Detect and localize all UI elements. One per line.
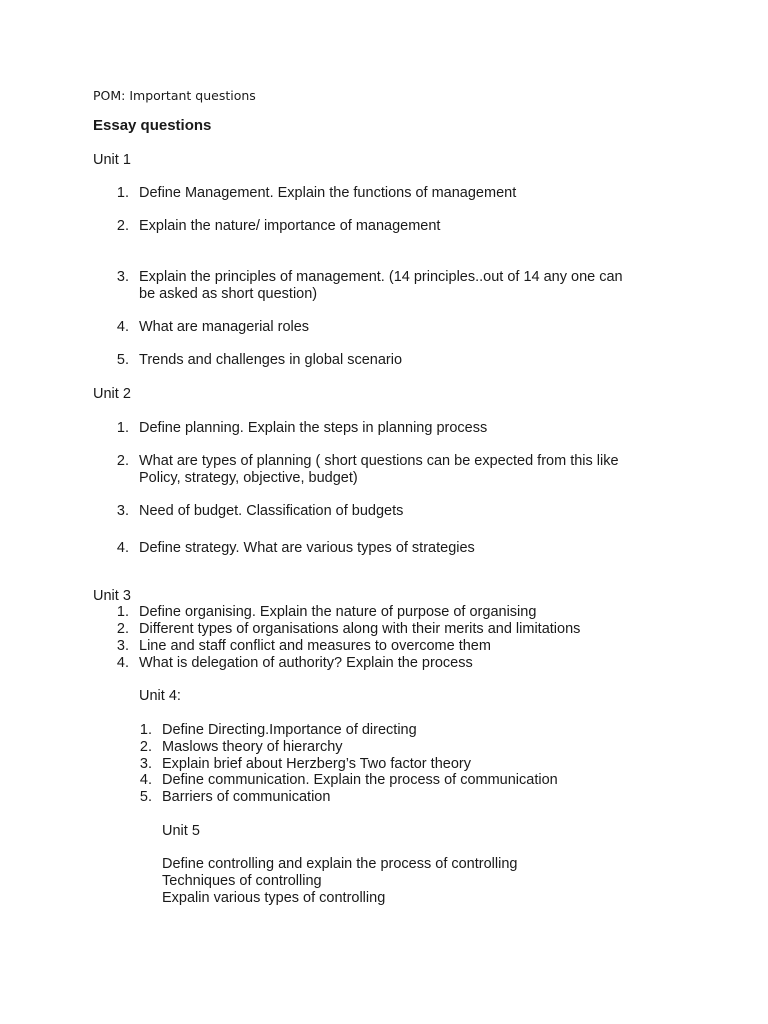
- unit4-item1-text: Define Directing.Importance of directing: [162, 722, 417, 738]
- unit4-item2-number: 2.: [139, 739, 152, 755]
- unit3-item3-number: 3.: [116, 638, 129, 654]
- unit1-item3-text: Explain the principles of management. (14 principles..out of 14 any one can: [139, 269, 623, 285]
- unit2-item1-text: Define planning. Explain the steps in planning process: [139, 420, 488, 436]
- unit4-item2-text: Maslows theory of hierarchy: [162, 739, 343, 755]
- unit5-line3: Expalin various types of controlling: [162, 890, 386, 906]
- unit1-item2-number: 2.: [116, 218, 129, 234]
- unit2-item4-number: 4.: [116, 540, 129, 556]
- unit1-item4-text: What are managerial roles: [139, 319, 310, 335]
- unit2-item2-number: 2.: [116, 453, 129, 469]
- unit3-item3-text: Line and staff conflict and measures to overcome them: [139, 638, 491, 654]
- unit4-item3-text: Explain brief about Herzberg’s Two factor theory: [162, 756, 471, 772]
- unit2-item1-number: 1.: [116, 420, 129, 436]
- unit1-item4-number: 4.: [116, 319, 129, 335]
- unit3-heading: Unit 3: [93, 588, 131, 604]
- unit5-heading: Unit 5: [162, 823, 200, 839]
- unit1-item3-number: 3.: [116, 269, 129, 285]
- unit1-heading: Unit 1: [93, 152, 131, 168]
- unit4-heading: Unit 4:: [139, 688, 181, 704]
- unit1-item2-text: Explain the nature/ importance of management: [139, 218, 441, 234]
- unit2-item2-text-continued: Policy, strategy, objective, budget): [139, 470, 358, 486]
- unit1-item1-text: Define Management. Explain the functions of management: [139, 185, 517, 201]
- unit5-line1: Define controlling and explain the process of controlling: [162, 856, 518, 872]
- unit2-heading: Unit 2: [93, 386, 131, 402]
- unit1-item1-number: 1.: [116, 185, 129, 201]
- unit4-item1-number: 1.: [139, 722, 152, 738]
- document-title: POM: Important questions: [93, 88, 256, 103]
- unit1-item5-text: Trends and challenges in global scenario: [139, 352, 403, 368]
- unit3-item2-text: Different types of organisations along with their merits and limitations: [139, 621, 581, 637]
- section-heading-essay-questions: Essay questions: [93, 117, 212, 134]
- unit3-item4-number: 4.: [116, 655, 129, 671]
- unit2-item3-number: 3.: [116, 503, 129, 519]
- unit4-item5-text: Barriers of communication: [162, 789, 331, 805]
- unit4-item4-number: 4.: [139, 772, 152, 788]
- unit4-item5-number: 5.: [139, 789, 152, 805]
- unit1-item3-text-continued: be asked as short question): [139, 286, 318, 302]
- unit3-item4-text: What is delegation of authority? Explain the process: [139, 655, 473, 671]
- unit2-item3-text: Need of budget. Classification of budgets: [139, 503, 404, 519]
- unit3-item1-number: 1.: [116, 604, 129, 620]
- unit3-item1-text: Define organising. Explain the nature of purpose of organising: [139, 604, 537, 620]
- unit4-item4-text: Define communication. Explain the process of communication: [162, 772, 558, 788]
- unit2-item4-text: Define strategy. What are various types of strategies: [139, 540, 475, 556]
- unit2-item2-text: What are types of planning ( short questions can be expected from this like: [139, 453, 619, 469]
- unit1-item5-number: 5.: [116, 352, 129, 368]
- unit5-line2: Techniques of controlling: [162, 873, 322, 889]
- unit3-item2-number: 2.: [116, 621, 129, 637]
- unit4-item3-number: 3.: [139, 756, 152, 772]
